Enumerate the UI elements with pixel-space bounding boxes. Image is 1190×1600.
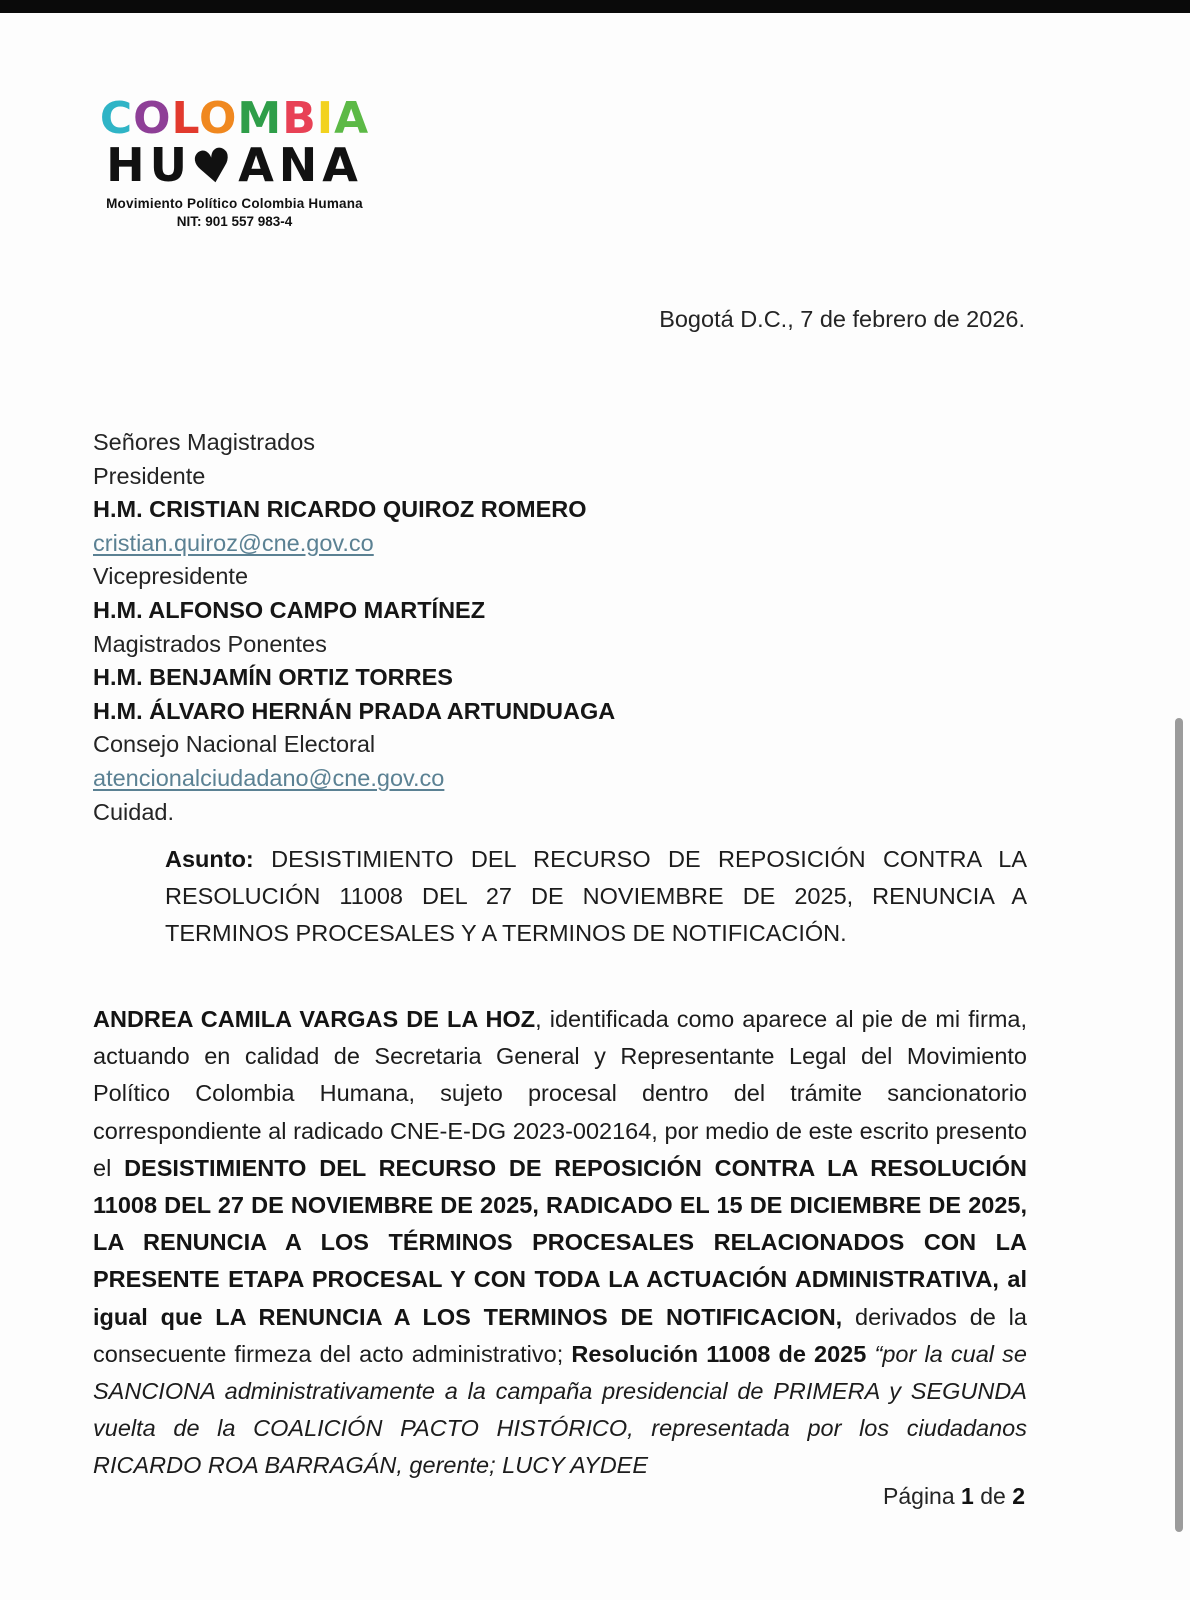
recipient-line: Magistrados Ponentes	[93, 630, 327, 657]
text-segment-bold: DESISTIMIENTO DEL RECURSO DE REPOSICIÓN CONTRA LA RESOLUCIÓN 11008 DEL 27 DE NOVIEMBRE DE 2025, RADICADO EL 15 DE DICIEMBRE DE 2025, LA RENUNCIA A LOS TÉRMINOS PROCESALES RELACIONADOS CON LA PRESENTE ETAPA PROCESAL Y CON TODA LA ACTUACIÓN ADMINISTRATIVA, al igual que LA RENUNCIA A LOS TERMINOS DE NOTIFICACION,	[93, 1154, 1027, 1330]
logo-tagline: Movimiento Político Colombia Humana	[106, 196, 363, 212]
text-segment-regular: DESISTIMIENTO DEL RECURSO DE REPOSICIÓN CONTRA LA RESOLUCIÓN 11008 DEL 27 DE NOVIEMBRE DE 2025, RENUNCIA A TERMINOS PROCESALES Y A TERMINOS DE NOTIFICACIÓN.	[165, 846, 1027, 946]
scrollbar-thumb[interactable]	[1175, 718, 1183, 1532]
email-link[interactable]: cristian.quiroz@cne.gov.co	[93, 529, 374, 556]
logo-humana-pre: HU	[106, 138, 192, 193]
page-number	[883, 1483, 1025, 1510]
page-number-middle: de	[973, 1483, 1013, 1509]
recipient-line: Señores Magistrados	[93, 429, 316, 455]
logo-letter: C	[99, 93, 134, 144]
logo-letter: M	[237, 93, 283, 144]
logo-humana-post: ANA	[238, 138, 363, 193]
body-paragraph	[93, 1001, 1027, 1485]
logo-letter: O	[198, 93, 238, 144]
text-segment-bold: Resolución 11008 de 2025	[571, 1340, 875, 1367]
date-line: Bogotá D.C., 7 de febrero de 2026.	[659, 306, 1025, 332]
recipient-line: Presidente	[93, 462, 206, 489]
recipient-block	[93, 426, 615, 829]
logo-letter: O	[133, 93, 172, 144]
text-segment-bold: Asunto:	[165, 846, 272, 872]
text-segment-regular: derivados de la consecuente firmeza del acto administrativo;	[93, 1303, 1027, 1367]
page-number-current: 1	[961, 1483, 974, 1509]
subject-paragraph	[165, 841, 1027, 952]
logo-letter: A	[334, 93, 370, 144]
top-bar	[0, 0, 1190, 13]
recipient-line: H.M. CRISTIAN RICARDO QUIROZ ROMERO	[93, 496, 587, 523]
page-number-prefix: Página	[883, 1483, 962, 1509]
recipient-line: H.M. ALFONSO CAMPO MARTÍNEZ	[93, 596, 486, 623]
text-segment-regular: , identificada como aparece al pie de mi firma, actuando en calidad de Secretaria General y Representante Legal del Movimiento Político Colombia Humana, sujeto procesal dentro del trámite sancionatorio correspondiente al radicado CNE-E-DG 2023-002164, por medio de este escrito presento el	[93, 1006, 1027, 1181]
logo-nit: NIT: 901 557 983-4	[176, 213, 293, 229]
recipient-line: Cuidad.	[93, 798, 174, 825]
recipient-line: H.M. BENJAMÍN ORTIZ TORRES	[93, 664, 453, 691]
heart-icon: ♥	[187, 135, 243, 197]
page-number-total: 2	[1012, 1483, 1025, 1509]
text-segment-italic: “por la cual se SANCIONA administrativamente a la campaña presidencial de PRIMERA y SEGUNDA vuelta de la COALICIÓN PACTO HISTÓRICO, representada por los ciudadanos RICARDO ROA BARRAGÁN, gerente; LUCY AYDEE	[93, 1340, 1028, 1479]
recipient-line: Consejo Nacional Electoral	[93, 731, 376, 758]
recipient-line: Vicepresidente	[93, 563, 249, 590]
text-segment-bold: ANDREA CAMILA VARGAS DE LA HOZ	[93, 1006, 536, 1032]
recipient-line: H.M. ÁLVARO HERNÁN PRADA ARTUNDUAGA	[93, 697, 616, 724]
logo-letter: B	[282, 93, 317, 144]
logo-word-colombia	[92, 93, 377, 144]
logo-word-humana	[92, 135, 377, 197]
logo-letter: I	[316, 93, 335, 144]
logo-letter: L	[171, 93, 199, 144]
email-link[interactable]: atencionalciudadano@cne.gov.co	[93, 764, 445, 791]
colombia-humana-logo	[92, 93, 377, 229]
